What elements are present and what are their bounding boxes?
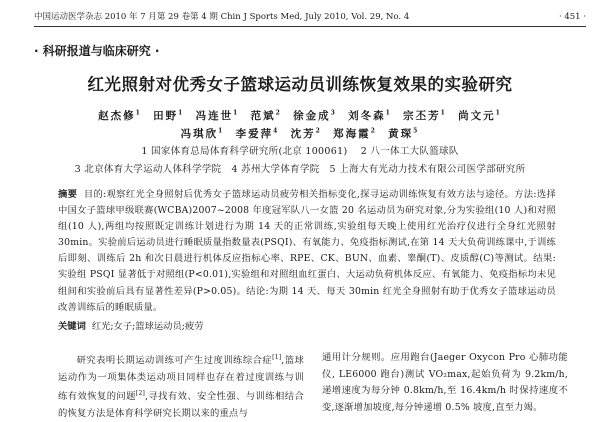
author: 冯连世$^1$ xyxy=(195,109,240,122)
author: 宗丕芳$^1$ xyxy=(403,109,447,122)
keywords-text: 红光;女子;篮球运动员;疲劳 xyxy=(91,321,204,332)
body-column-left: 研究表明长期运动训练可产生过度训练综合症[1],篮球运动作为一项集体类运动项目同样也存在着过度训练与训练有效恢复的问题[2],寻找有效、安全性强、与训练相结合的恢复方法是体育科学研究长期以来的重点与 xyxy=(58,354,305,419)
affiliation: 3 北京体育大学运动人体科学学院 xyxy=(74,164,222,175)
citation-ref: [1] xyxy=(272,354,282,361)
body-column-right: 通用计分规则。应用跑台(Jaeger Oxycon Pro 心肺功能仪, LE6000 跑台)测试 VO₂max,起始负荷为 9.2km/h,递增速度为每分钟 0.8km/h,至 16.4km/h 时保持速度不变,逐渐增加坡度,每分钟递增 0.5% 坡度,直至力竭。 xyxy=(322,352,568,413)
author: 尚文元$^1$ xyxy=(458,109,502,122)
author-line-2 xyxy=(0,126,600,141)
header-rule xyxy=(34,26,586,27)
journal-citation: 中国运动医学杂志 2010 年 7 月第 29 卷第 4 期 Chin J Sports Med, July 2010, Vol. 29, No. 4 xyxy=(34,12,410,22)
author: 刘冬森$^1$ xyxy=(348,109,392,122)
keywords xyxy=(58,319,556,335)
abstract-text: 目的:观察红光全身照射后优秀女子篮球运动员疲劳相关指标变化,探寻运动训练恢复有效方法与途径。方法:选择中国女子篮球甲级联赛(WCBA)2007~2008 年度冠军队八一女篮 20 名运动员为研究对象,分为实验组(10 人)和对照组(10 人),两组均按照既定训练计划进行为期 14 天的正常训练,实验组每天晚上使用红光治疗仪进行全身红光照射 30min。实验前后运动员进行睡眠质量指数量表(PSQI)、有氧能力、免疫指标测试,在第 14 天大负荷训练课中,于训练后即刻、训练后 2h 和次日晨进行机体反应指标心率、RPE、CK、BUN、血素、睾酮(T)、皮质醇(C)等测试。结果:实验组 PSQI 显著低于对照组(P<0.01),实验组和对照组血红蛋白、大运动负荷机体反应、有氧能力、免疫指标均未见组间和实验前后具有显著性差异(P>0.05)。结论:为期 14 天、每天 30min 红光全身照射有助于优秀女子篮球运动员改善训练后的睡眠质量。 xyxy=(58,189,557,313)
abstract xyxy=(58,187,556,316)
author: 沈芳$^2$ xyxy=(290,127,322,140)
affiliation-line-2 xyxy=(0,161,600,175)
author: 郑海霞$^2$ xyxy=(333,127,377,140)
author: 田野$^1$ xyxy=(153,109,185,122)
affiliation: 1 国家体育总局体育科学研究所(北京 100061) xyxy=(141,146,348,157)
section-label: · 科研报道与临床研究 · xyxy=(34,44,160,58)
author: 冯琪欣$^1$ xyxy=(180,127,225,140)
author: 黄琛$^5$ xyxy=(388,127,420,140)
author: 范斌$^2$ xyxy=(250,109,282,122)
page-number: · 451 · xyxy=(558,12,586,22)
abstract-label: 摘要 xyxy=(58,189,78,200)
citation-ref: [2] xyxy=(135,390,146,398)
author-line-1 xyxy=(0,108,600,123)
author: 徐金成$^3$ xyxy=(293,109,337,122)
affiliation: 2 八一体工大队篮球队 xyxy=(360,146,459,157)
affiliation: 4 苏州大学体育学院 xyxy=(231,164,320,175)
affiliation: 5 上海大有光动力技术有限公司医学部研究所 xyxy=(329,164,526,175)
article-title: 红光照射对优秀女子篮球运动员训练恢复效果的实验研究 xyxy=(87,75,513,94)
running-header xyxy=(34,10,586,24)
author: 赵杰修$^1$ xyxy=(98,109,142,122)
keywords-label: 关键词 xyxy=(58,321,86,332)
author: 李爱萍$^4$ xyxy=(235,127,280,140)
affiliation-line-1 xyxy=(0,143,600,157)
